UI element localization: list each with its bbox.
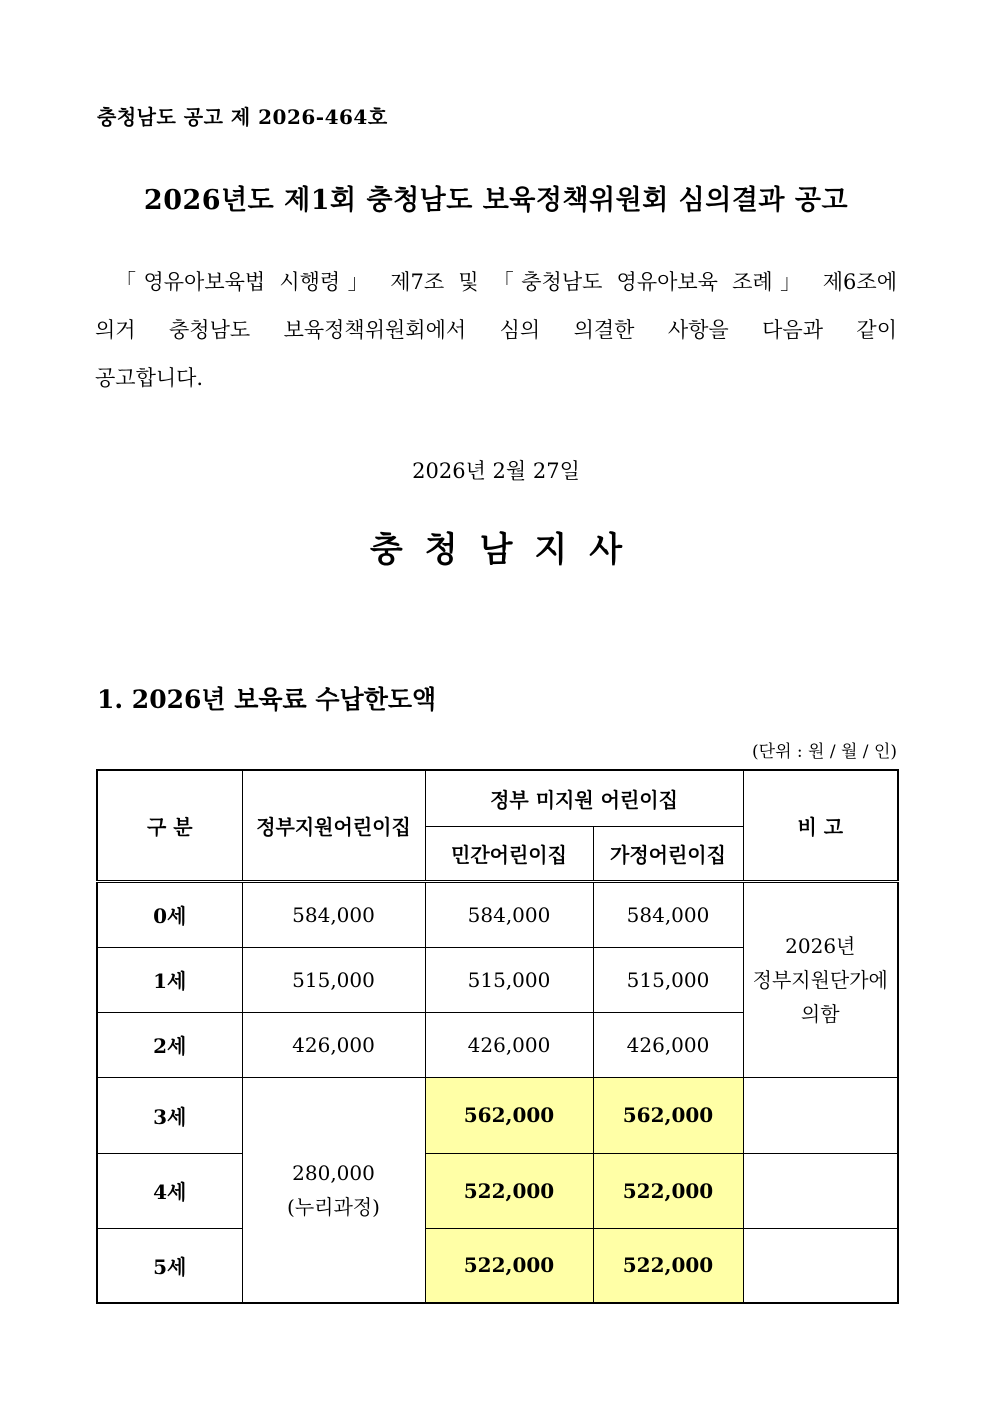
nuri-note: (누리과정) — [287, 1194, 380, 1219]
private-fee-cell: 562,000 — [425, 1077, 593, 1153]
remark-cell — [743, 1228, 898, 1303]
body-line-2: 의거 충청남도 보육정책위원회에서 심의 의결한 사항을 다음과 같이 — [95, 318, 897, 342]
table-row — [97, 1228, 898, 1303]
notice-number: 충청남도 공고 제 2026-464호 — [97, 105, 388, 129]
document-title: 2026년도 제1회 충청남도 보육정책위원회 심의결과 공고 — [143, 185, 849, 216]
header-private: 민간어린이집 — [425, 826, 593, 881]
remark-cell — [743, 1077, 898, 1153]
remark-line-3: 의함 — [800, 1001, 840, 1026]
home-fee-cell: 522,000 — [593, 1153, 743, 1228]
private-fee-cell: 522,000 — [425, 1153, 593, 1228]
notice-date: 2026년 2월 27일 — [412, 459, 580, 483]
private-fee-cell: 426,000 — [425, 1012, 593, 1077]
header-remarks: 비 고 — [743, 770, 898, 881]
body-paragraph — [95, 258, 897, 402]
age-cell: 0세 — [97, 881, 242, 947]
gov-fee-cell: 584,000 — [242, 881, 425, 947]
nuri-amount: 280,000 — [292, 1160, 375, 1185]
age-cell: 1세 — [97, 947, 242, 1012]
age-cell: 2세 — [97, 1012, 242, 1077]
private-fee-cell: 584,000 — [425, 881, 593, 947]
home-fee-cell: 515,000 — [593, 947, 743, 1012]
home-fee-cell: 426,000 — [593, 1012, 743, 1077]
header-home: 가정어린이집 — [593, 826, 743, 881]
private-fee-cell: 515,000 — [425, 947, 593, 1012]
issuer-name: 충청남지사 — [369, 530, 645, 570]
header-category: 구 분 — [97, 770, 242, 881]
remark-line-1: 2026년 — [785, 933, 856, 958]
remark-0to2 — [743, 881, 898, 1077]
age-cell: 3세 — [97, 1077, 242, 1153]
unit-label: (단위 : 원 / 월 / 인) — [752, 742, 897, 762]
fee-limit-table — [96, 769, 899, 1304]
home-fee-cell: 584,000 — [593, 881, 743, 947]
remark-line-2: 정부지원단가에 — [752, 967, 888, 992]
header-gov-supported: 정부지원어린이집 — [242, 770, 425, 881]
age-cell: 5세 — [97, 1228, 242, 1303]
table-row — [97, 881, 898, 947]
gov-fee-cell: 515,000 — [242, 947, 425, 1012]
section-title: 1. 2026년 보육료 수납한도액 — [97, 685, 437, 714]
remark-cell — [743, 1153, 898, 1228]
private-fee-cell: 522,000 — [425, 1228, 593, 1303]
table-row — [97, 1153, 898, 1228]
body-line-1: 「영유아보육법 시행령」 제7조 및 「충청남도 영유아보육 조례」 제6조에 — [115, 270, 897, 294]
home-fee-cell: 522,000 — [593, 1228, 743, 1303]
header-non-supported: 정부 미지원 어린이집 — [425, 770, 743, 826]
gov-fee-cell: 426,000 — [242, 1012, 425, 1077]
nuri-fee-cell — [242, 1077, 425, 1303]
home-fee-cell: 562,000 — [593, 1077, 743, 1153]
body-line-3: 공고합니다. — [95, 366, 204, 390]
age-cell: 4세 — [97, 1153, 242, 1228]
table-row — [97, 1077, 898, 1153]
